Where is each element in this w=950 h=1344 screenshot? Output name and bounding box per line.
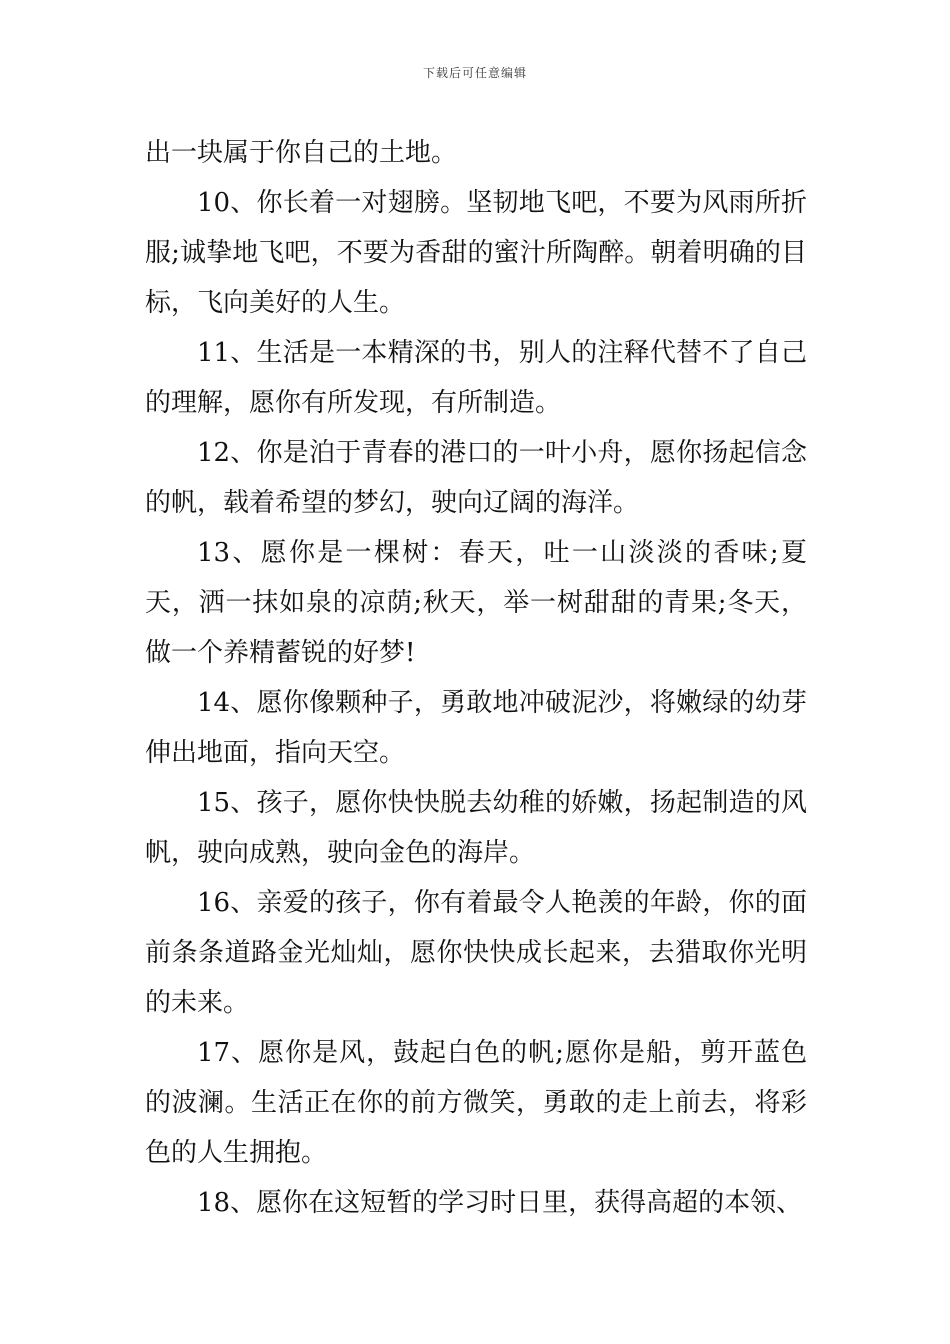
paragraph-14: 14、愿你像颗种子，勇敢地冲破泥沙，将嫩绿的幼芽伸出地面，指向天空。 <box>145 688 807 768</box>
paragraph-10: 10、你长着一对翅膀。坚韧地飞吧，不要为风雨所折服;诚挚地飞吧，不要为香甜的蜜汁所陶醉。朝着明确的目标，飞向美好的人生。 <box>145 188 807 318</box>
paragraph-16: 16、亲爱的孩子，你有着最令人艳羡的年龄，你的面前条条道路金光灿灿，愿你快快成长起来，去猎取你光明的未来。 <box>145 888 807 1018</box>
paragraph-continuation: 出一块属于你自己的土地。 <box>145 138 458 168</box>
paragraph-11: 11、生活是一本精深的书，别人的注释代替不了自己的理解，愿你有所发现，有所制造。 <box>145 338 807 418</box>
document-body <box>145 128 807 1228</box>
paragraph-13: 13、愿你是一棵树：春天，吐一山淡淡的香味;夏天，洒一抹如泉的凉荫;秋天，举一树甜甜的青果;冬天，做一个养精蓄锐的好梦! <box>145 538 807 668</box>
paragraph-18: 18、愿你在这短暂的学习时日里，获得高超的本领、 <box>197 1188 803 1218</box>
paragraph-17: 17、愿你是风，鼓起白色的帆;愿你是船，剪开蓝色的波澜。生活正在你的前方微笑，勇敢的走上前去，将彩色的人生拥抱。 <box>145 1038 807 1168</box>
paragraph-15: 15、孩子，愿你快快脱去幼稚的娇嫩，扬起制造的风帆，驶向成熟，驶向金色的海岸。 <box>145 788 807 868</box>
page-header: 下载后可任意编辑 <box>422 66 527 80</box>
paragraph-12: 12、你是泊于青春的港口的一叶小舟，愿你扬起信念的帆，载着希望的梦幻，驶向辽阔的海洋。 <box>145 438 807 518</box>
